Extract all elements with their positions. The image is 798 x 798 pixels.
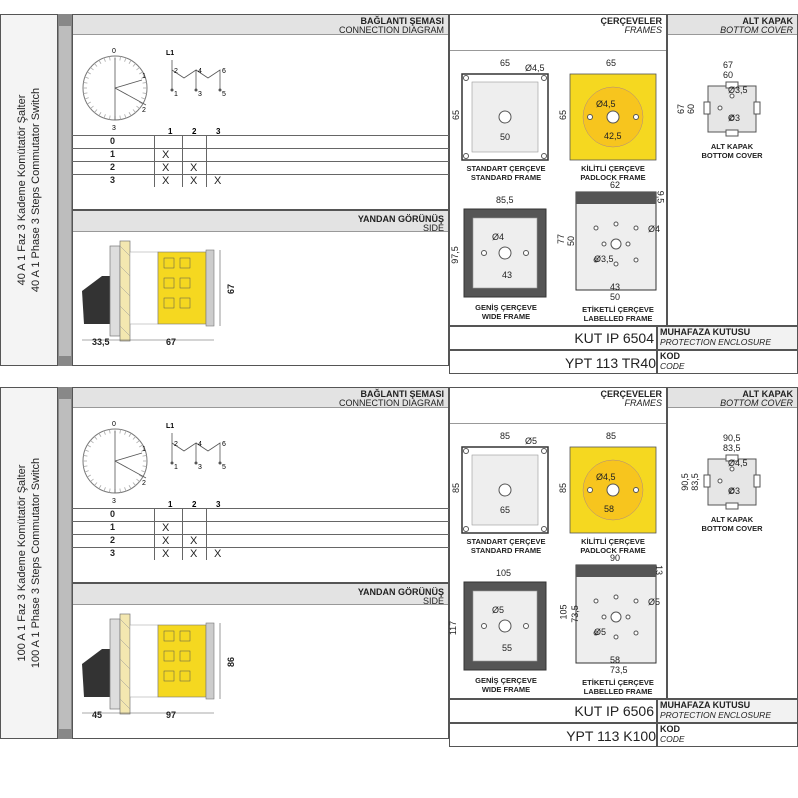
output-label: 1	[168, 500, 173, 509]
knob-shape	[82, 649, 110, 697]
position-label: 3	[110, 175, 116, 185]
frames-header	[450, 15, 666, 51]
switching-row	[72, 161, 449, 174]
dial-position-label: 3	[112, 125, 116, 132]
output-label: 2	[192, 127, 197, 136]
bottom-cover-title: ALT KAPAK	[742, 389, 793, 399]
wide-spacing-dim: 43	[502, 270, 513, 280]
labelled-bottom1-dim: 43	[610, 282, 621, 292]
standard-hole-dim: Ø5	[525, 436, 538, 446]
switching-mark: X	[162, 175, 170, 187]
labelled-hole2-dim: Ø5	[594, 627, 607, 637]
side-title: YANDAN GÖRÜNÜŞ	[357, 587, 444, 597]
frames-title: ÇERÇEVELER	[600, 389, 662, 399]
code-title: KOD	[660, 724, 680, 734]
bottom-width1-dim: 67	[723, 60, 734, 70]
bottom-cover-header	[668, 388, 797, 408]
terminal-label: 5	[222, 464, 226, 471]
l1-label: L1	[166, 50, 175, 57]
labelled-top-dim: 9,5	[655, 190, 666, 204]
position-label: 0	[110, 509, 116, 519]
padlock-caption: KİLİTLİ ÇERÇEVE PADLOCK FRAME	[580, 164, 646, 182]
side-depth-dim: 45	[92, 710, 103, 720]
dial-position-label: 1	[142, 73, 146, 80]
dial-position-label: 0	[112, 421, 116, 428]
position-label: 0	[110, 136, 116, 146]
standard-caption: STANDART ÇERÇEVE STANDARD FRAME	[466, 164, 546, 182]
l1-label: L1	[166, 423, 175, 430]
code-subtitle: CODE	[660, 361, 685, 371]
standard-frame-drawing	[462, 447, 552, 537]
frames-header	[450, 388, 666, 424]
padlock-hole-dim: Ø4,5	[596, 99, 616, 109]
padlock-caption: KİLİTLİ ÇERÇEVE PADLOCK FRAME	[580, 537, 646, 555]
switching-mark: X	[190, 175, 198, 187]
bottom-hole2-dim: Ø3	[728, 486, 741, 496]
enclosure-subtitle: PROTECTION ENCLOSURE	[660, 710, 771, 720]
code-subtitle: CODE	[660, 734, 685, 744]
labelled-vertical-dim: 50	[566, 235, 577, 247]
position-label: 2	[110, 535, 116, 545]
product-title-en: 100 A 1 Phase 3 Steps Commutator Switch	[30, 457, 42, 669]
connection-subtitle: CONNECTION DIAGRAM	[338, 398, 444, 408]
standard-spacing-dim: 65	[500, 505, 511, 515]
labelled-width-dim: 90	[610, 553, 621, 563]
product-panel	[0, 14, 798, 371]
output-label: 1	[168, 127, 173, 136]
labelled-top-dim: 13	[654, 564, 665, 576]
connection-header	[73, 388, 448, 408]
frames-subtitle: FRAMES	[624, 398, 662, 408]
labelled-height-dim: 77	[556, 233, 567, 245]
labelled-bottom2-dim: 50	[610, 292, 621, 302]
enclosure-code: KUT IP 6504	[574, 330, 654, 346]
frames-title: ÇERÇEVELER	[600, 16, 662, 26]
vertical-divider-bar	[58, 387, 72, 739]
switching-mark: X	[162, 535, 170, 547]
side-height-dim: 67	[226, 283, 237, 295]
wide-height-dim: 97,5	[449, 246, 460, 264]
standard-frame-drawing	[462, 74, 552, 164]
side-body-dim: 67	[166, 337, 177, 347]
switching-row	[72, 508, 449, 521]
switching-mark: X	[190, 548, 198, 560]
position-label: 2	[110, 162, 116, 172]
switching-row	[72, 534, 449, 547]
connection-header	[73, 15, 448, 35]
bottom-height2-dim: 83,5	[689, 473, 700, 491]
switching-table	[72, 508, 449, 560]
standard-width-dim: 85	[500, 431, 511, 441]
contact-wiring	[172, 60, 220, 90]
switching-mark: X	[190, 162, 198, 174]
product-title-column	[0, 387, 58, 739]
divider-bottom-cap	[58, 356, 72, 366]
labelled-frame-drawing	[576, 565, 660, 665]
enclosure-title: MUHAFAZA KUTUSU	[660, 327, 751, 337]
wide-width-dim: 85,5	[496, 195, 514, 205]
dial-position-label: 0	[112, 48, 116, 55]
contact-wiring	[172, 433, 220, 463]
switching-mark: X	[190, 535, 198, 547]
bottom-cover-header	[668, 15, 797, 35]
switching-row	[72, 148, 449, 161]
switching-row	[72, 135, 449, 148]
terminal-label: 6	[222, 68, 226, 75]
position-label: 1	[110, 522, 116, 532]
bottom-cover-subtitle: BOTTOM COVER	[720, 398, 793, 408]
connection-title: BAĞLANTI ŞEMASI	[360, 389, 444, 399]
frames-subtitle: FRAMES	[624, 25, 662, 35]
bottom-cover-subtitle: BOTTOM COVER	[720, 25, 793, 35]
terminal-label: 1	[174, 464, 178, 471]
terminal-label: 4	[198, 441, 202, 448]
bottom-width2-dim: 83,5	[723, 443, 741, 453]
bottom-hole2-dim: Ø3	[728, 113, 741, 123]
divider-top-cap	[58, 14, 72, 26]
bottom-width1-dim: 90,5	[723, 433, 741, 443]
dial-position-label: 2	[142, 107, 146, 114]
wide-caption: GENİŞ ÇERÇEVE WIDE FRAME	[475, 303, 537, 321]
side-subtitle: SIDE	[422, 596, 444, 606]
bottom-width2-dim: 60	[723, 70, 734, 80]
labelled-hole1-dim: Ø5	[648, 597, 661, 607]
labelled-width-dim: 62	[610, 180, 621, 190]
side-height-dim: 86	[226, 656, 237, 668]
divider-top-cap	[58, 387, 72, 399]
switching-mark: X	[162, 149, 170, 161]
enclosure-code: KUT IP 6506	[574, 703, 654, 719]
terminal-label: 5	[222, 91, 226, 98]
labelled-hole2-dim: Ø3,5	[594, 254, 614, 264]
switching-mark: X	[214, 548, 222, 560]
enclosure-title: MUHAFAZA KUTUSU	[660, 700, 751, 710]
padlock-width-dim: 85	[606, 431, 617, 441]
product-code: YPT 113 K100	[566, 728, 656, 744]
switching-table	[72, 135, 449, 187]
switching-mark: X	[214, 175, 222, 187]
wide-spacing-dim: 55	[502, 643, 513, 653]
product-title-en: 40 A 1 Phase 3 Steps Commutator Switch	[30, 87, 42, 293]
product-title-column	[0, 14, 58, 366]
standard-height-dim: 85	[451, 482, 462, 494]
output-label: 3	[216, 500, 221, 509]
terminal-label: 2	[174, 441, 178, 448]
standard-width-dim: 65	[500, 58, 511, 68]
standard-hole-dim: Ø4,5	[525, 63, 545, 73]
terminal-label: 1	[174, 91, 178, 98]
bottom-height1-dim: 67	[676, 103, 687, 115]
bottom-cover-caption: ALT KAPAK BOTTOM COVER	[701, 515, 763, 533]
position-label: 3	[110, 548, 116, 558]
switching-mark: X	[162, 548, 170, 560]
switching-mark: X	[162, 522, 170, 534]
padlock-width-dim: 65	[606, 58, 617, 68]
bottom-height1-dim: 90,5	[679, 473, 690, 491]
vertical-divider-bar	[58, 14, 72, 366]
connection-title: BAĞLANTI ŞEMASI	[360, 16, 444, 26]
labelled-caption: ETİKETLİ ÇERÇEVE LABELLED FRAME	[582, 678, 654, 696]
enclosure-subtitle: PROTECTION ENCLOSURE	[660, 337, 771, 347]
position-label: 1	[110, 149, 116, 159]
wide-caption: GENİŞ ÇERÇEVE WIDE FRAME	[475, 676, 537, 694]
side-subtitle: SIDE	[422, 223, 444, 233]
dial-position-label: 2	[142, 480, 146, 487]
padlock-frame-drawing	[570, 74, 660, 164]
labelled-caption: ETİKETLİ ÇERÇEVE LABELLED FRAME	[582, 305, 654, 323]
standard-height-dim: 65	[451, 109, 462, 121]
wide-hole-dim: Ø4	[492, 232, 505, 242]
labelled-hole1-dim: Ø4	[648, 224, 661, 234]
divider-bottom-cap	[58, 729, 72, 739]
code-title: KOD	[660, 351, 680, 361]
labelled-vertical-dim: 73,5	[569, 605, 580, 623]
terminal-label: 6	[222, 441, 226, 448]
wide-frame-drawing	[464, 209, 548, 299]
switching-mark: X	[162, 162, 170, 174]
dial-position-label: 3	[112, 498, 116, 505]
padlock-hole-dim: Ø4,5	[596, 472, 616, 482]
padlock-height-dim: 85	[558, 482, 569, 494]
terminal-label: 2	[174, 68, 178, 75]
terminal-label: 4	[198, 68, 202, 75]
product-panel	[0, 387, 798, 744]
wide-height-dim: 117	[448, 620, 459, 636]
switching-row	[72, 174, 449, 187]
output-label: 2	[192, 500, 197, 509]
labelled-frame-drawing	[576, 192, 660, 292]
switching-row	[72, 547, 449, 560]
terminal-label: 3	[198, 91, 202, 98]
bottom-cover-title: ALT KAPAK	[742, 16, 793, 26]
bottom-cover-caption: ALT KAPAK BOTTOM COVER	[701, 142, 763, 160]
bottom-hole1-dim: Ø3,5	[728, 85, 748, 95]
bottom-height2-dim: 60	[686, 103, 697, 115]
output-label: 3	[216, 127, 221, 136]
side-view-drawing	[80, 609, 250, 729]
labelled-height-dim: 105	[558, 604, 569, 620]
standard-spacing-dim: 50	[500, 132, 511, 142]
wide-width-dim: 105	[496, 568, 512, 578]
padlock-height-dim: 65	[558, 109, 569, 121]
labelled-bottom1-dim: 58	[610, 655, 621, 665]
padlock-spacing-dim: 42,5	[604, 131, 622, 141]
knob-shape	[82, 276, 110, 324]
product-code: YPT 113 TR40	[564, 355, 656, 371]
connection-subtitle: CONNECTION DIAGRAM	[338, 25, 444, 35]
padlock-frame-drawing	[570, 447, 660, 537]
padlock-spacing-dim: 58	[604, 504, 615, 514]
switching-row	[72, 521, 449, 534]
terminal-label: 3	[198, 464, 202, 471]
product-title-tr: 40 A 1 Faz 3 Kademe Komütatör Şalter	[16, 94, 28, 286]
labelled-bottom2-dim: 73,5	[610, 665, 628, 675]
side-body-dim: 97	[166, 710, 177, 720]
bottom-hole1-dim: Ø4,5	[728, 458, 748, 468]
wide-hole-dim: Ø5	[492, 605, 505, 615]
dial-position-label: 1	[142, 446, 146, 453]
wide-frame-drawing	[464, 582, 548, 672]
side-title: YANDAN GÖRÜNÜŞ	[357, 214, 444, 224]
standard-caption: STANDART ÇERÇEVE STANDARD FRAME	[466, 537, 546, 555]
product-title-tr: 100 A 1 Faz 3 Kademe Komütatör Şalter	[16, 464, 28, 662]
side-depth-dim: 33,5	[92, 337, 110, 347]
